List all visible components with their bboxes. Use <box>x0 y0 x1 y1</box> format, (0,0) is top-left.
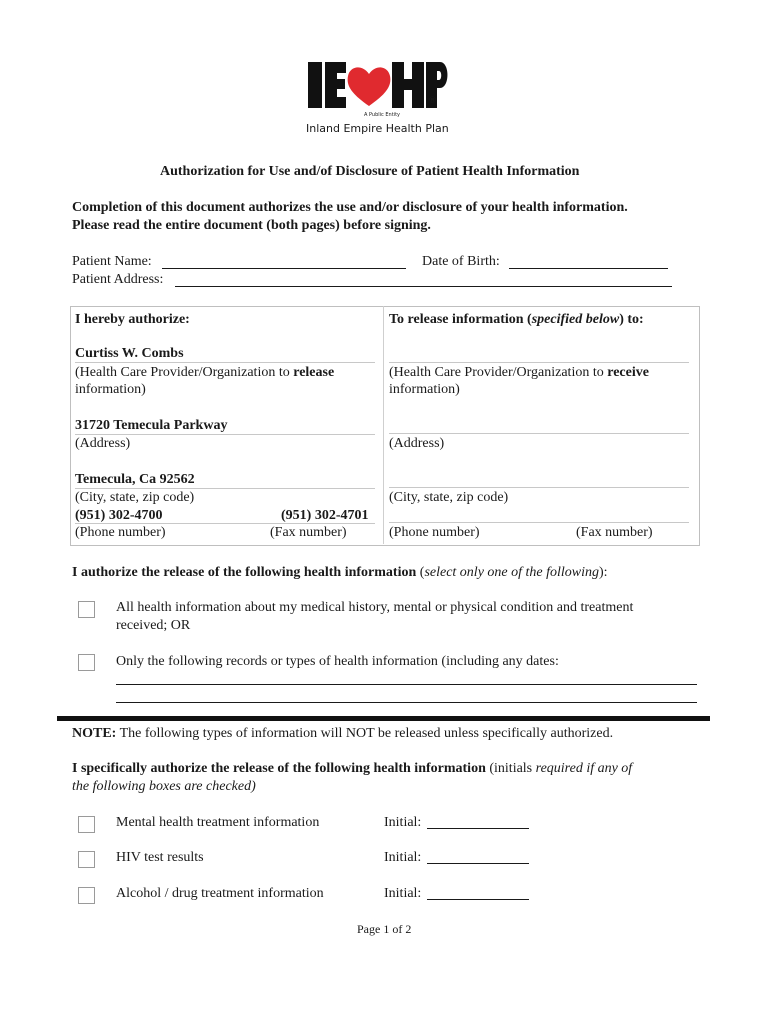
release-phone-caption: (Phone number) <box>75 525 166 540</box>
iehp-logo <box>300 56 450 140</box>
receive-org-caption: (Health Care Provider/Organization to receive <box>389 365 649 380</box>
alcohol-drug-checkbox[interactable] <box>78 887 95 904</box>
mental-health-label: Mental health treatment information <box>116 815 320 830</box>
logo-org-name: Inland Empire Health Plan <box>306 122 449 135</box>
mental-health-checkbox[interactable] <box>78 816 95 833</box>
patient-name-field[interactable] <box>162 268 406 269</box>
receive-city-field[interactable] <box>389 487 689 488</box>
release-org-caption: (Health Care Provider/Organization to release <box>75 365 335 380</box>
release-phone: (951) 302-4700 <box>75 508 163 523</box>
heart-icon <box>348 67 391 106</box>
document-title: Authorization for Use and/of Disclosure of Patient Health Information <box>160 164 580 179</box>
release-address: 31720 Temecula Parkway <box>75 418 228 433</box>
alcohol-drug-initial-label: Initial: <box>384 886 422 901</box>
dob-field[interactable] <box>509 268 668 269</box>
page-number: Page 1 of 2 <box>357 922 412 936</box>
hiv-initial-label: Initial: <box>384 850 422 865</box>
receive-phone-field[interactable] <box>389 522 689 523</box>
release-org-caption-2: information) <box>75 382 146 397</box>
option-all-info-line-2: received; OR <box>116 618 191 633</box>
release-org-line <box>75 362 375 363</box>
authorization-box-divider <box>383 306 384 544</box>
specific-heading-line-2: the following boxes are checked) <box>72 779 256 794</box>
patient-address-field[interactable] <box>175 286 672 287</box>
left-header: I hereby authorize: <box>75 312 190 327</box>
release-org-name: Curtiss W. Combs <box>75 346 184 361</box>
registered-mark: ® <box>428 96 437 106</box>
specific-records-checkbox[interactable] <box>78 654 95 671</box>
alcohol-drug-label: Alcohol / drug treatment information <box>116 886 324 901</box>
receive-address-caption: (Address) <box>389 436 445 451</box>
receive-address-field[interactable] <box>389 433 689 434</box>
option-all-info-line-1: All health information about my medical history, mental or physical condition and treatment <box>116 600 634 615</box>
receive-fax-caption: (Fax number) <box>576 525 653 540</box>
intro-line-1: Completion of this document authorizes the use and/or disclosure of your health information. <box>72 200 628 215</box>
receive-org-caption-2: information) <box>389 382 460 397</box>
option-specific-records: Only the following records or types of health information (including any dates: <box>116 654 559 669</box>
logo-tagline: A Public Entity <box>364 112 400 118</box>
dob-label: Date of Birth: <box>422 254 500 269</box>
release-fax: (951) 302-4701 <box>281 508 369 523</box>
mental-health-initial-field[interactable] <box>427 828 529 829</box>
specific-heading-line-1: I specifically authorize the release of the following health information (initials required if any of <box>72 761 633 776</box>
note-text: NOTE: The following types of information will NOT be released unless specifically authorized. <box>72 726 614 741</box>
receive-phone-caption: (Phone number) <box>389 525 480 540</box>
receive-org-field[interactable] <box>389 362 689 363</box>
intro-line-2: Please read the entire document (both pages) before signing. <box>72 218 431 233</box>
specific-records-field-2[interactable] <box>116 702 697 703</box>
release-heading: I authorize the release of the following health information (select only one of the following): <box>72 565 608 580</box>
hiv-checkbox[interactable] <box>78 851 95 868</box>
alcohol-drug-initial-field[interactable] <box>427 899 529 900</box>
mental-health-initial-label: Initial: <box>384 815 422 830</box>
section-divider <box>57 716 710 721</box>
specific-records-field-1[interactable] <box>116 684 697 685</box>
right-header: To release information (specified below) to: <box>389 312 644 327</box>
release-city-caption: (City, state, zip code) <box>75 490 195 505</box>
release-city: Temecula, Ca 92562 <box>75 472 195 487</box>
hiv-initial-field[interactable] <box>427 863 529 864</box>
hiv-label: HIV test results <box>116 850 204 865</box>
patient-address-label: Patient Address: <box>72 272 164 287</box>
release-address-caption: (Address) <box>75 436 131 451</box>
all-info-checkbox[interactable] <box>78 601 95 618</box>
release-fax-caption: (Fax number) <box>270 525 347 540</box>
patient-name-label: Patient Name: <box>72 254 152 269</box>
receive-city-caption: (City, state, zip code) <box>389 490 509 505</box>
